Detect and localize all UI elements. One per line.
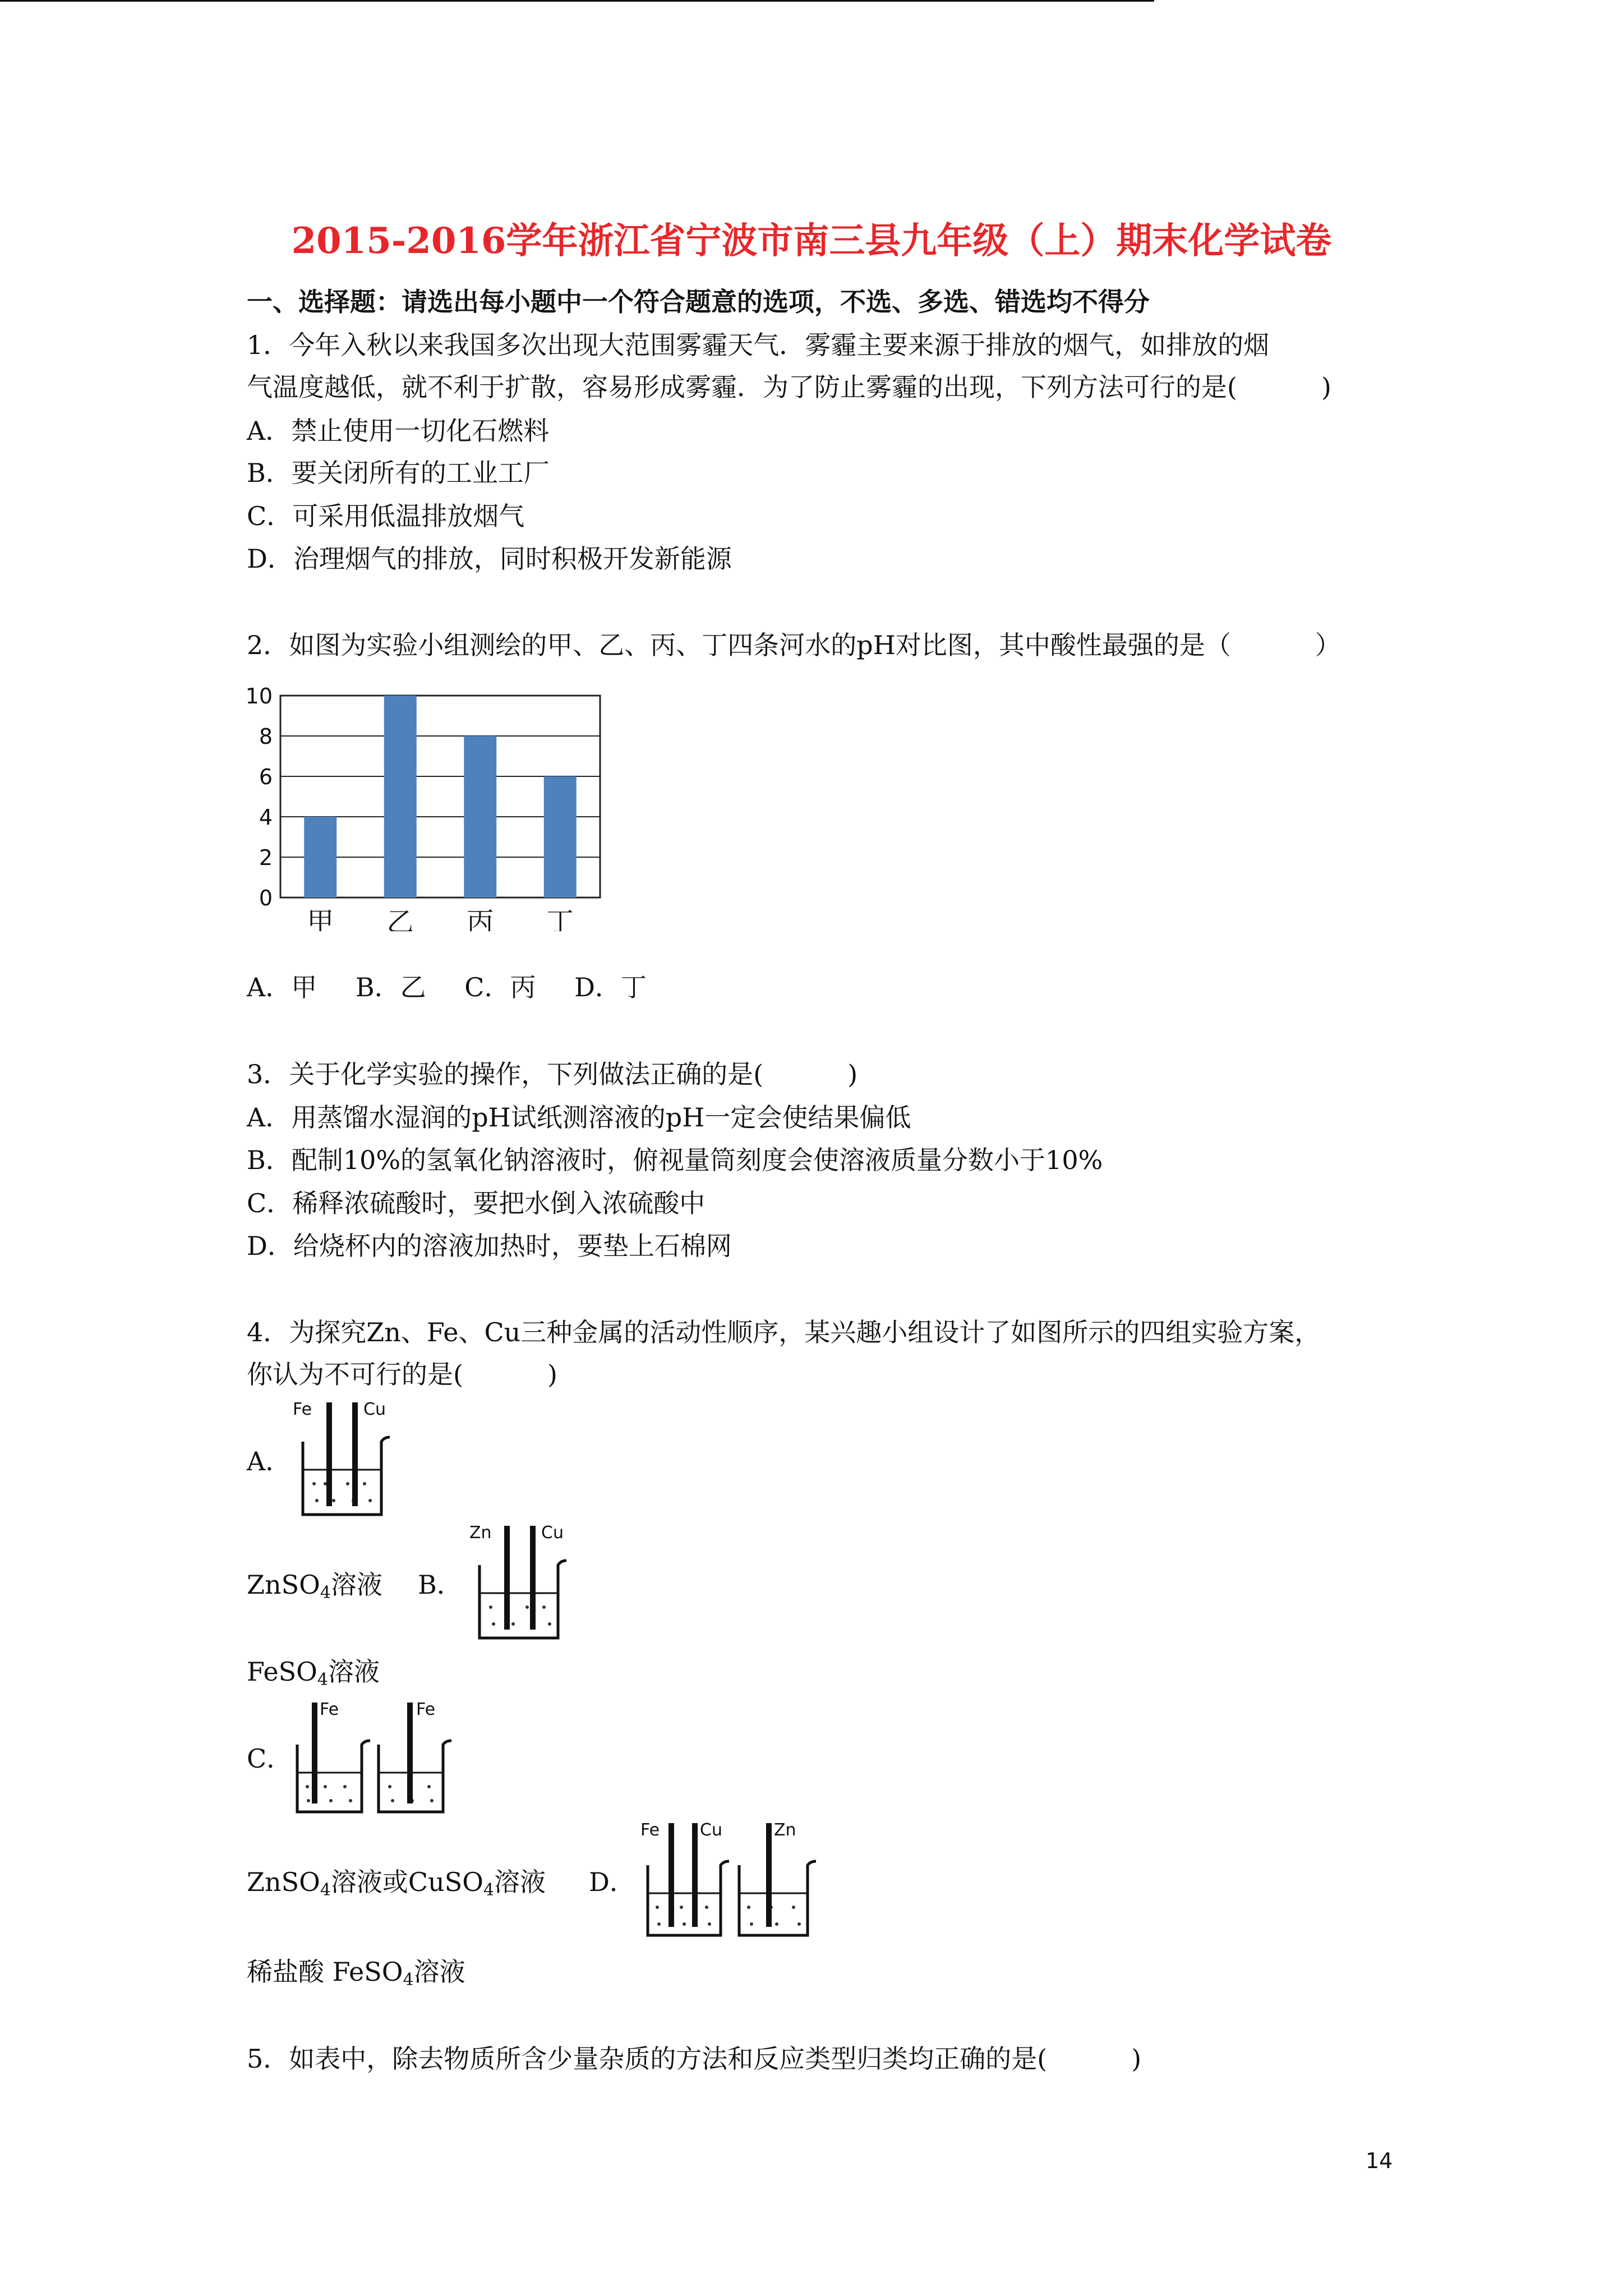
q1-stem-line1: 1．今年入秋以来我国多次出现大范围雾霾天气．雾霾主要来源于排放的烟气，如排放的烟 (247, 330, 1270, 360)
metal-label-fe: Fe (320, 1700, 339, 1719)
header-rule (0, 0, 1154, 2)
ph-bar-chart (241, 684, 611, 933)
q4-stem-line2: 你认为不可行的是( ) (247, 1359, 557, 1389)
y-tick-label: 10 (245, 684, 273, 708)
q1-option-d: D．治理烟气的排放，同时积极开发新能源 (247, 544, 732, 574)
page-number: 14 (1366, 2148, 1393, 2173)
q3-option-d: D．给烧杯内的溶液加热时，要垫上石棉网 (247, 1231, 732, 1261)
q4-solution-a: ZnSO$_4$溶液 (247, 1570, 382, 1603)
x-category-label: 丁 (546, 907, 574, 931)
beaker-setup-a (292, 1397, 404, 1520)
y-tick-label: 4 (259, 805, 273, 830)
metal-label-cu: Cu (541, 1523, 564, 1543)
chart-svg (241, 684, 611, 931)
q2-options: A．甲 B．乙 C．丙 D．丁 (247, 972, 647, 1002)
metal-label-cu: Cu (700, 1820, 722, 1840)
q3-option-b: B．配制10%的氢氧化钠溶液时，俯视量筒刻度会使溶液质量分数小于10% (247, 1145, 1103, 1175)
beaker-setup-c (292, 1697, 471, 1820)
q4-solution-b: FeSO$_4$溶液 (247, 1657, 380, 1690)
q4-solution-c: ZnSO$_4$溶液或CuSO$_4$溶液 (247, 1867, 546, 1900)
bar-4 (544, 776, 577, 898)
q4-stem-line1: 4．为探究Zn、Fe、Cu三种金属的活动性顺序，某兴趣小组设计了如图所示的四组实验方案， (247, 1317, 1321, 1347)
bar-3 (464, 736, 496, 898)
x-category-label: 乙 (386, 907, 414, 931)
q3-option-c: C．稀释浓硫酸时，要把水倒入浓硫酸中 (247, 1188, 706, 1218)
bar-2 (384, 696, 417, 898)
q3-stem: 3．关于化学实验的操作，下列做法正确的是( ) (247, 1059, 858, 1089)
q1-stem-line2: 气温度越低，就不利于扩散，容易形成雾霾．为了防止雾霾的出现，下列方法可行的是( ) (247, 372, 1331, 402)
q4-label-c: C． (247, 1743, 293, 1774)
metal-label-fe: Fe (640, 1820, 660, 1840)
q4-label-d: D． (589, 1867, 635, 1897)
beaker-setup-d (639, 1818, 830, 1944)
metal-label-cu: Cu (363, 1400, 386, 1419)
q3-option-a: A．用蒸馏水湿润的pH试纸测溶液的pH一定会使结果偏低 (247, 1102, 911, 1133)
y-tick-label: 0 (259, 886, 273, 910)
q2-stem: 2．如图为实验小组测绘的甲、乙、丙、丁四条河水的pH对比图，其中酸性最强的是（ ） (247, 630, 1341, 660)
q4-label-a: A． (247, 1446, 292, 1476)
bar-1 (304, 817, 336, 898)
q5-stem: 5．如表中，除去物质所含少量杂质的方法和反应类型归类均正确的是( ) (247, 2044, 1142, 2074)
metal-label-fe: Fe (416, 1700, 436, 1719)
y-tick-label: 2 (259, 845, 273, 870)
q4-solution-d: 稀盐酸 FeSO$_4$溶液 (247, 1957, 465, 1990)
metal-label-zn: Zn (774, 1820, 796, 1840)
x-category-label: 丙 (467, 907, 494, 931)
q1-option-b: B．要关闭所有的工业工厂 (247, 458, 550, 488)
metal-label-fe: Fe (293, 1400, 312, 1419)
y-tick-label: 8 (259, 724, 273, 749)
q1-option-a: A．禁止使用一切化石燃料 (247, 416, 550, 446)
exam-title: 2015-2016学年浙江省宁波市南三县九年级（上）期末化学试卷 (291, 220, 1332, 262)
q4-label-b: B． (418, 1570, 463, 1600)
metal-label-zn: Zn (469, 1523, 492, 1543)
beaker-setup-b (468, 1520, 580, 1644)
section-heading: 一、选择题：请选出每小题中一个符合题意的选项，不选、多选、错选均不得分 (247, 287, 1150, 317)
x-category-label: 甲 (307, 907, 334, 931)
y-tick-label: 6 (259, 765, 273, 789)
q1-option-c: C．可采用低温排放烟气 (247, 501, 525, 531)
